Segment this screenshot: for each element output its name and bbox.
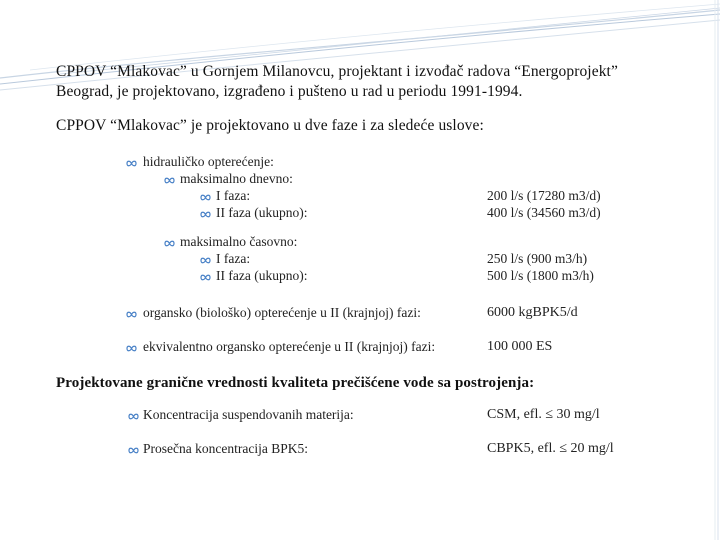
limit-value-suspended-solids: CSM, efl. ≤ 30 mg/l: [487, 407, 600, 422]
infinity-bullet-icon: [126, 311, 137, 318]
infinity-bullet-icon: [126, 345, 137, 352]
infinity-bullet-icon: [200, 257, 211, 264]
max-daily-label: maksimalno dnevno:: [180, 171, 293, 186]
daily-phase2-value: 400 l/s (34560 m3/d): [487, 205, 601, 220]
equivalent-load-value: 100 000 ES: [487, 339, 553, 354]
infinity-bullet-icon: [200, 274, 211, 281]
organic-load-value: 6000 kgBPK5/d: [487, 305, 578, 320]
hourly-phase2-label: II faza (ukupno):: [216, 268, 308, 283]
infinity-bullet-icon: [128, 413, 139, 420]
intro-line-2: Beograd, je projektovano, izgrađeno i pušteno u rad u periodu 1991-1994.: [56, 83, 523, 100]
limit-label-suspended-solids: Koncentracija suspendovanih materija:: [143, 407, 354, 422]
conditions-heading: CPPOV “Mlakovac” je projektovano u dve faze i za sledeće uslove:: [56, 117, 484, 134]
organic-load-label: organsko (biološko) opterećenje u II (krajnjoj) fazi:: [143, 305, 421, 320]
limits-heading: Projektovane granične vrednosti kvaliteta prečišćene vode sa postrojenja:: [56, 375, 535, 391]
intro-paragraph: [56, 62, 696, 102]
hourly-phase2-value: 500 l/s (1800 m3/h): [487, 268, 594, 283]
infinity-bullet-icon: [164, 177, 175, 184]
infinity-bullet-icon: [128, 447, 139, 454]
intro-line-1: CPPOV “Mlakovac” u Gornjem Milanovcu, projektant i izvođač radova “Energoprojekt”: [56, 63, 618, 80]
hydraulic-load-label: hidrauličko opterećenje:: [143, 154, 274, 169]
infinity-bullet-icon: [200, 194, 211, 201]
infinity-bullet-icon: [164, 240, 175, 247]
daily-phase1-value: 200 l/s (17280 m3/d): [487, 188, 601, 203]
limit-label-bpk5: Prosečna koncentracija BPK5:: [143, 441, 308, 456]
hourly-phase1-value: 250 l/s (900 m3/h): [487, 251, 588, 266]
limit-value-bpk5: CBPK5, efl. ≤ 20 mg/l: [487, 441, 614, 456]
max-hourly-label: maksimalno časovno:: [180, 234, 298, 249]
daily-phase2-label: II faza (ukupno):: [216, 205, 308, 220]
equivalent-load-label: ekvivalentno organsko opterećenje u II (krajnjoj) fazi:: [143, 339, 436, 354]
hourly-phase1-label: I faza:: [216, 251, 251, 266]
infinity-bullet-icon: [126, 160, 137, 167]
decorative-edge: [706, 0, 720, 540]
infinity-bullet-icon: [200, 211, 211, 218]
daily-phase1-label: I faza:: [216, 188, 251, 203]
